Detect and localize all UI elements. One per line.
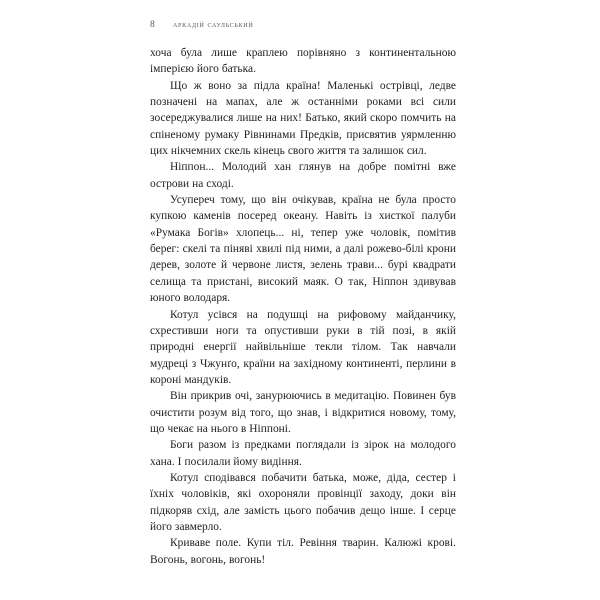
paragraph: Усупереч тому, що він очікував, країна не була просто купкою каменів посеред океану. Навіть із хисткої палуби «Румака Богів» хлопець... ні, тепер уже чоловік, помітив берег: скелі та піняві хвилі під ними, а далі рожево-білі крони дерев, золоте й червоне листя, зелень трави... бурі квадрати селища та пристані, високий маяк. О так, Ніппон здивував юного володаря. (150, 194, 456, 305)
paragraph: хоча була лише краплею порівняно з континентальною імперією його батька. (150, 47, 456, 76)
paragraph: Котул усівся на подушці на рифовому майданчику, схрестивши ноги та опустивши руки в тій позі, в якій природні енергії найвільніше текли тілом. Так навчали мудреці з Чжунґо, країни на західному континенті, перлини в короні мандуків. (150, 308, 456, 386)
running-head-author: аркадій саульський (172, 20, 254, 29)
page-number: 8 (150, 20, 155, 30)
paragraph: Ніппон... Молодий хан глянув на добре помітні вже острови на сході. (150, 161, 456, 190)
running-head (150, 18, 455, 32)
paragraph: Боги разом із предками поглядали із зірок на молодого хана. І посилали йому видіння. (150, 439, 456, 468)
paragraph: Криваве поле. Купи тіл. Ревіння тварин. Калюжі крові. Вогонь, вогонь, вогонь! (150, 537, 456, 566)
body-text-block (150, 45, 456, 568)
paragraph: Він прикрив очі, занурюючись в медитацію. Повинен був очистити розум від того, що знав, і відкритися новому, тому, що чекає на нього в Ніппоні. (150, 390, 456, 435)
paragraph: Котул сподівався побачити батька, може, діда, сестер і їхніх чоловіків, які охороняли провінції заходу, доки він підкоряв схід, але замість цього побачив дещо інше. І серце його завмерло. (150, 471, 456, 533)
paragraph: Що ж воно за підла країна! Маленькі острівці, ледве позначені на мапах, але ж останніми роками всі сили зосереджувалися лише на них! Батько, який скоро помчить на спіненому румаку Рівнинами Предків, присвятив уярмленню цих нікчемних скель кінець свого життя та залишок сил. (150, 79, 456, 158)
